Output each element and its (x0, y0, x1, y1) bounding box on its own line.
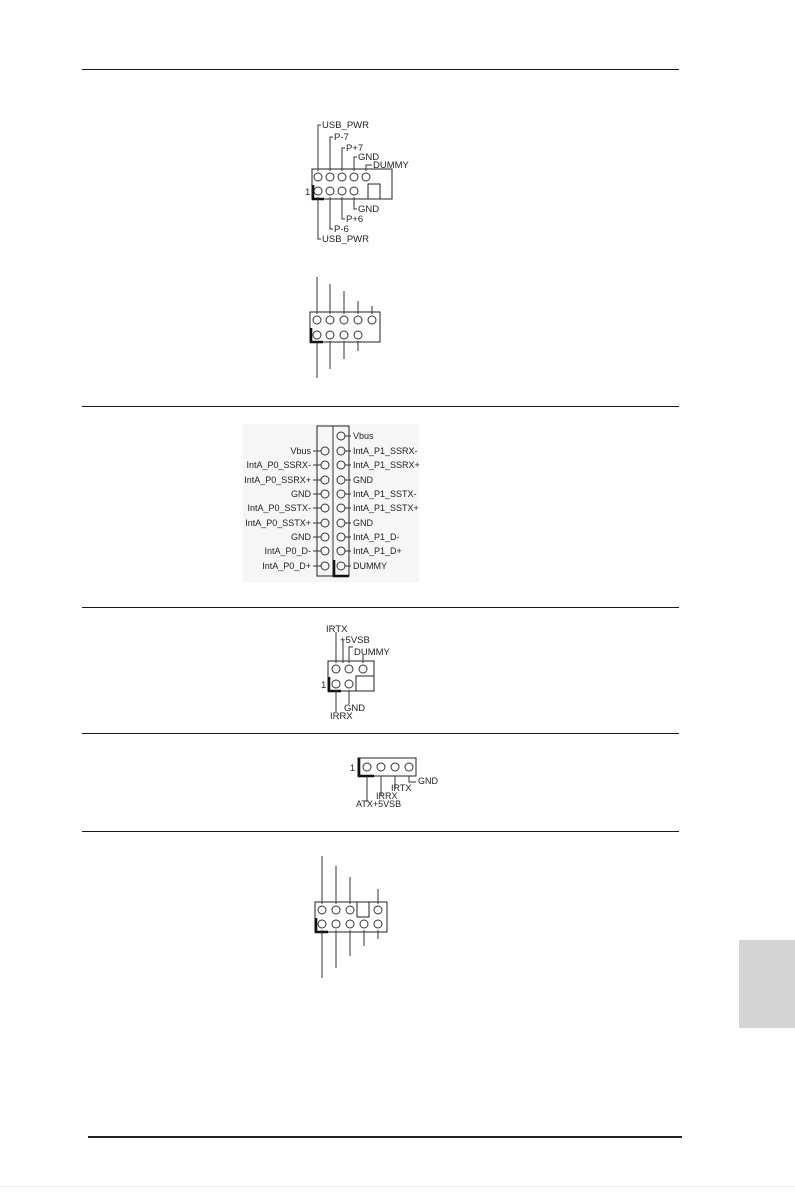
usb3-right-label-9: IntA_P1_D+ (353, 546, 402, 556)
cir-header-pins (363, 763, 413, 771)
footer-rule (88, 1136, 682, 1138)
ir-label-dummy: DUMMY (354, 647, 390, 658)
ir-label-irtx: IRTX (326, 624, 348, 635)
usb-label-dummy: DUMMY (373, 160, 409, 171)
section-rule-2 (82, 607, 679, 608)
usb-label-usb-pwr-top: USB_PWR (322, 120, 369, 131)
usb3-right-label-6: IntA_P1_SSTX+ (353, 503, 419, 513)
usb-header-pins (314, 173, 370, 195)
ir-pin1-corner (329, 677, 341, 691)
usb3-left-label-5: IntA_P0_SSTX- (247, 503, 311, 513)
unlabeled-header-diagram-2 (305, 852, 405, 982)
usb3-left-label-2: IntA_P0_SSRX- (246, 460, 311, 470)
usb3-right-label-5: IntA_P1_SSTX- (353, 489, 417, 499)
unlabeled-header-diagram (300, 270, 400, 382)
usb-label-p-minus-7: P-7 (334, 132, 349, 143)
usb3-right-label-2: IntA_P1_SSRX- (353, 446, 418, 456)
unlabeled-header-2-pins (318, 906, 382, 928)
usb-label-p-plus-7: P+7 (346, 143, 364, 154)
ir-label-irrx: IRRX (330, 711, 353, 722)
usb-label-gnd-bottom: GND (358, 204, 380, 215)
usb3-right-label-1: Vbus (353, 431, 374, 441)
side-language-tab (739, 940, 795, 1028)
ir-header-empty-pin (356, 676, 374, 691)
cir-label-atx5vsb: ATX+5VSB (356, 799, 402, 809)
ir-header-svg (318, 622, 408, 722)
cir-label-irtx: IRTX (391, 783, 412, 793)
cir-pin1-marker: 1 (350, 763, 356, 773)
pin1-marker: 1 (305, 187, 311, 198)
usb3-left-label-9: IntA_P0_D+ (262, 561, 311, 571)
usb-label-usb-pwr-bottom: USB_PWR (322, 234, 369, 245)
usb-label-p-plus-6: P+6 (346, 214, 364, 225)
ir-pin1-marker: 1 (321, 680, 327, 691)
usb3-left-label-7: GND (291, 532, 311, 542)
page-bottom-edge (0, 1186, 795, 1187)
cir-header-outline (358, 758, 416, 776)
usb3-left-label-8: IntA_P0_D- (264, 546, 311, 556)
unlabeled-header-2-empty-pin (357, 902, 369, 917)
cir-label-irrx: IRRX (376, 791, 398, 801)
section-rule-3 (82, 733, 679, 734)
usb3-header-diagram (243, 424, 423, 586)
usb3-header-svg (243, 424, 423, 586)
section-rule-1 (82, 406, 679, 407)
usb3-right-label-7: GND (353, 518, 373, 528)
unlabeled-header-svg-2 (305, 852, 405, 982)
cir-header-diagram (348, 754, 448, 814)
usb-label-p-minus-6: P-6 (334, 224, 349, 235)
usb3-right-label-8: IntA_P1_D- (353, 532, 400, 542)
ir-header-diagram (318, 622, 408, 722)
usb-header-diagram (300, 112, 440, 252)
cir-pin1-corner (359, 758, 374, 776)
unlabeled-header-pins (313, 316, 376, 339)
usb3-right-label-4: GND (353, 475, 373, 485)
ir-label-5vsb: +5VSB (340, 635, 370, 646)
section-rule-4 (82, 831, 679, 832)
usb3-left-label-6: IntA_P0_SSTX+ (245, 518, 311, 528)
cir-label-gnd: GND (418, 776, 438, 786)
usb-label-gnd-top: GND (358, 152, 380, 163)
usb3-right-label-10: DUMMY (353, 561, 387, 571)
usb-header-empty-pin (368, 184, 380, 199)
ir-label-gnd: GND (344, 703, 366, 714)
unlabeled-header-svg (300, 270, 400, 382)
usb3-left-label-1: Vbus (290, 446, 311, 456)
top-rule (82, 69, 679, 70)
cir-header-svg (348, 754, 448, 814)
usb3-left-label-4: GND (291, 489, 311, 499)
usb3-right-label-3: IntA_P1_SSRX+ (353, 460, 420, 470)
usb3-left-label-3: IntA_P0_SSRX+ (244, 475, 311, 485)
usb-header-svg (300, 112, 440, 252)
